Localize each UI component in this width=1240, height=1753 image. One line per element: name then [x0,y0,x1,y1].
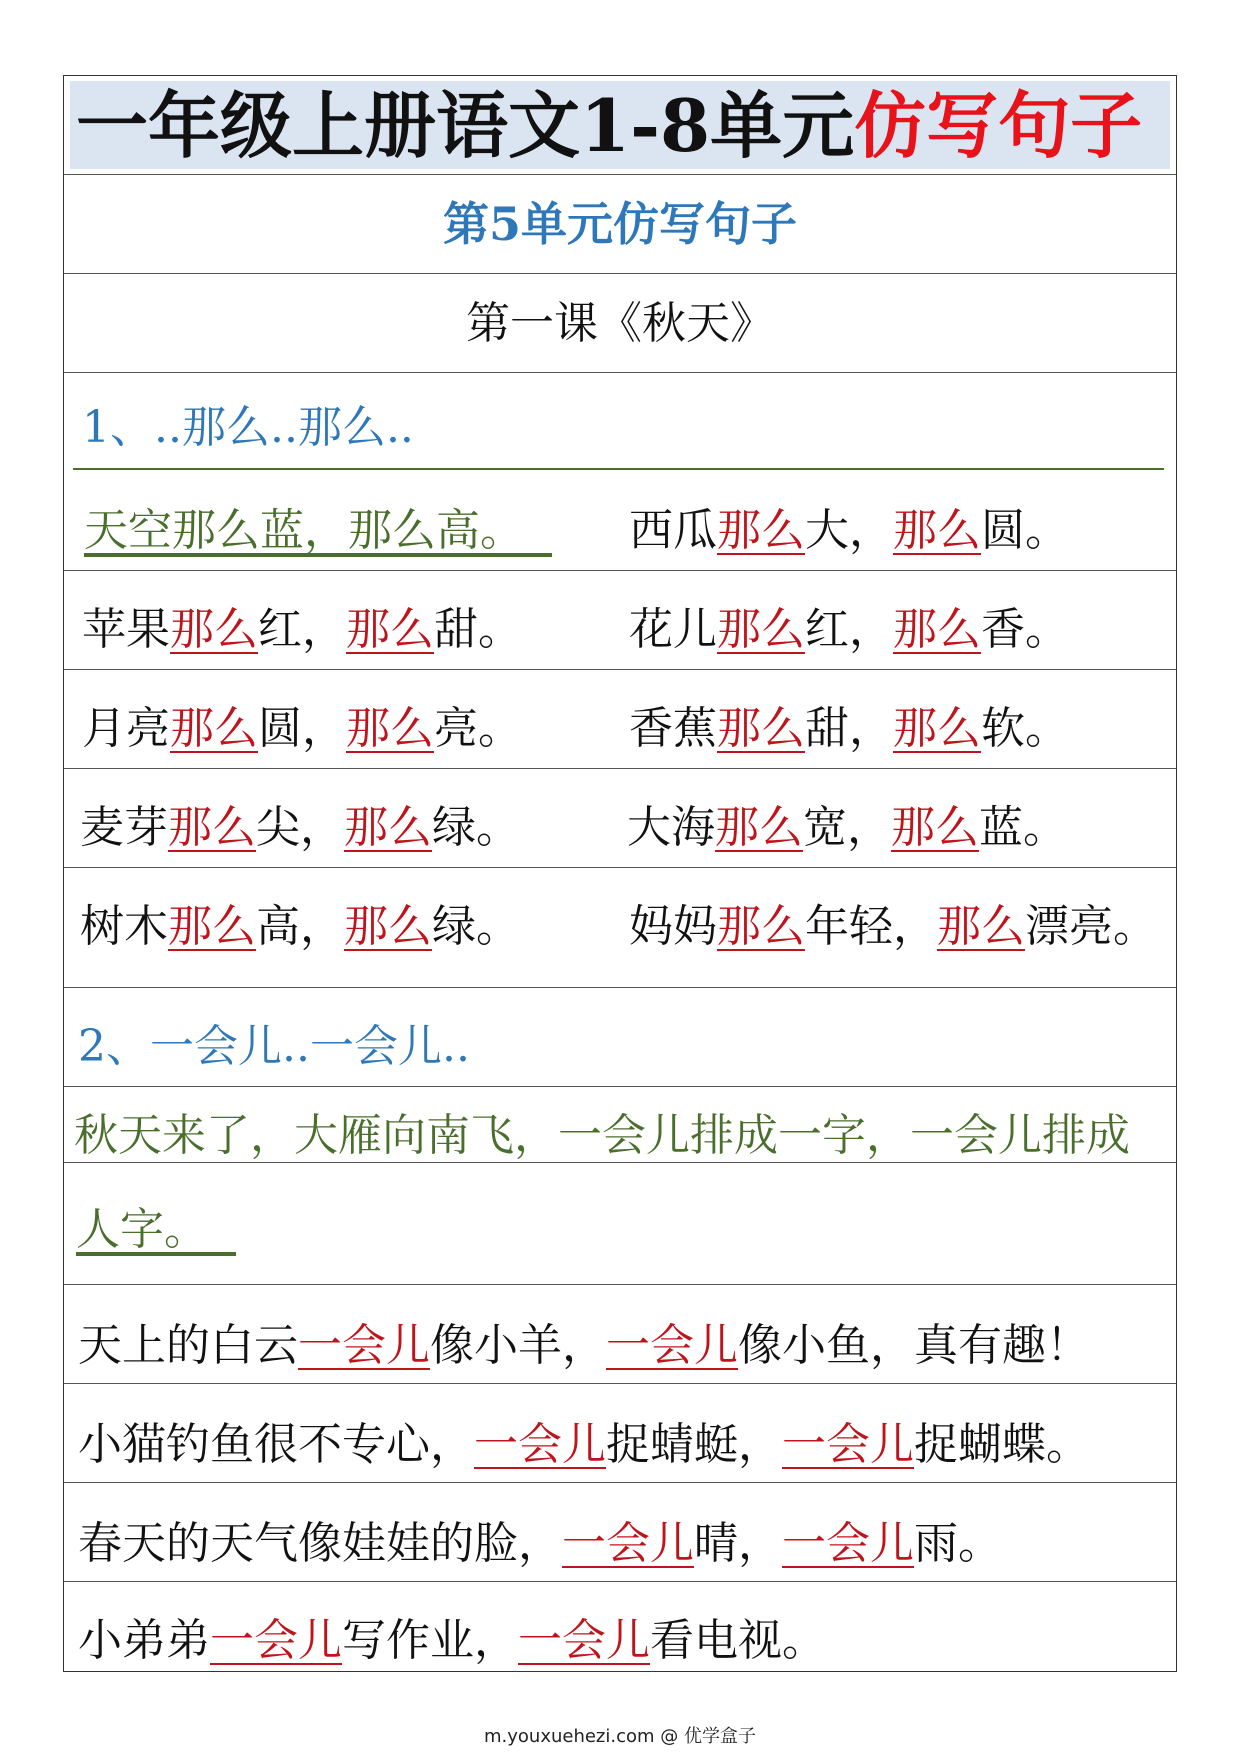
sentence-12: 春天的天气像娃娃的脸，一会儿晴，一会儿雨。 [78,1518,1002,1569]
worksheet-table [63,75,1177,1672]
sentence-13: 小弟弟一会儿写作业，一会儿看电视。 [78,1615,826,1666]
lesson-title: 第一课《秋天》 [466,298,774,349]
sentence-9: 妈妈那么年轻，那么漂亮。 [629,901,1157,952]
sentence-11: 小猫钓鱼很不专心，一会儿捉蜻蜓，一会儿捉蝴蝶。 [78,1419,1090,1470]
section1-row-1 [64,472,1176,571]
section1-row-3 [64,670,1176,769]
sentence-3: 花儿那么红，那么香。 [629,604,1069,655]
sentence-1: 西瓜那么大，那么圆。 [629,505,1069,556]
sentence-8: 树木那么高，那么绿。 [80,901,520,952]
unit-title: 第5单元仿写句子 [442,197,797,251]
page-title [76,76,1142,175]
section1-row-2 [64,571,1176,670]
sentence-2: 苹果那么红，那么甜。 [82,604,522,655]
section2-row-1 [64,1285,1176,1384]
sentence-10: 天上的白云一会儿像小羊，一会儿像小鱼，真有趣！ [78,1320,1090,1371]
title-highlight: 仿写句子 [854,83,1143,168]
section2-heading-row [64,988,1176,1087]
section2-example-line-2: 人字。 [76,1204,208,1255]
section1-heading: 1、..那么..那么.. [82,402,414,453]
section1-example: 天空那么蓝，那么高。 [84,505,524,556]
footer-site: m.youxuehezi.com @ 优学盒子 [483,1726,756,1747]
sentence-7: 大海那么宽，那么蓝。 [627,802,1067,853]
sentence-4: 月亮那么圆，那么亮。 [82,703,522,754]
title-main: 一年级上册语文1-8单元 [76,83,855,168]
sentence-5: 香蕉那么甜，那么软。 [629,703,1069,754]
sentence-6: 麦芽那么尖，那么绿。 [80,802,520,853]
title-row [64,76,1176,175]
section2-example-row-1 [64,1087,1176,1163]
section1-row-4 [64,769,1176,868]
lesson-row [64,274,1176,373]
section2-example-row-2 [64,1163,1176,1285]
section2-row-3 [64,1483,1176,1582]
section2-row-2 [64,1384,1176,1483]
section2-example-line-1: 秋天来了，大雁向南飞，一会儿排成一字，一会儿排成 [74,1110,1130,1161]
section2-heading: 2、一会儿..一会儿.. [78,1021,470,1072]
section2-row-4 [64,1582,1176,1671]
section1-heading-row [64,373,1176,472]
section1-divider [73,468,1164,470]
section1-row-5 [64,868,1176,988]
unit-row [64,175,1176,274]
